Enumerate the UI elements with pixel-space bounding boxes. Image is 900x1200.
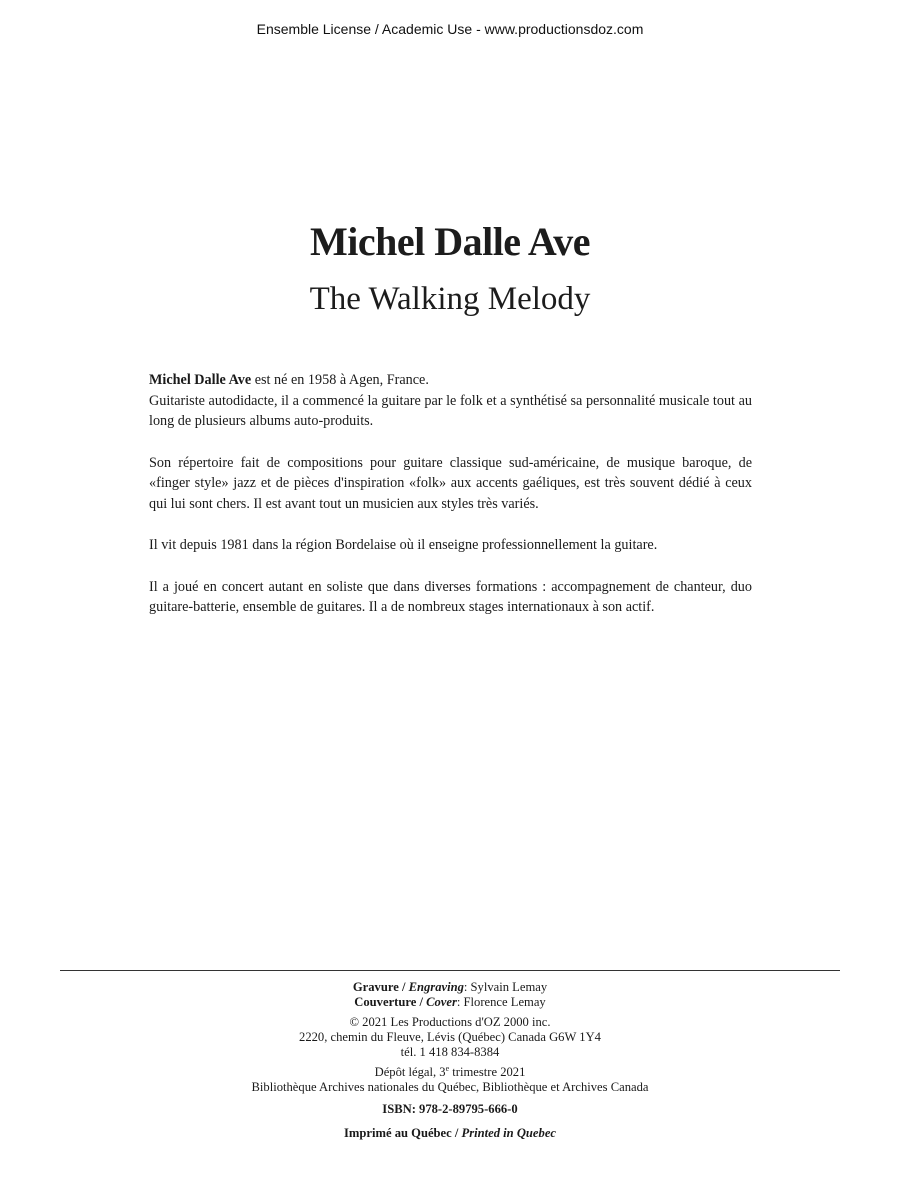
bio-paragraph-2: Son répertoire fait de compositions pour guitare classique sud-américaine, de musique baroque, de «finger style» jazz et de pièces d'inspiration «folk» aux accents gaéliques, est très souvent dédié à ceux qui lui sont chers. Il est avant tout un musicien aux styles très variés.: [149, 454, 752, 512]
engraving-value: : Sylvain Lemay: [463, 980, 548, 994]
libraries: Bibliothèque Archives nationales du Québec, Bibliothèque et Archives Canada: [251, 1080, 649, 1094]
cover-label-en: Cover: [426, 995, 457, 1009]
biography: [149, 370, 752, 639]
bio-paragraph-4: Il a joué en concert autant en soliste que dans diverses formations : accompagnement de chanteur, duo guitare-batterie, ensemble de guitares. Il a de nombreux stages internationaux à son actif.: [149, 578, 752, 615]
engraving-credit: [0, 980, 900, 995]
cover-value: : Florence Lemay: [456, 995, 546, 1009]
printed-fr: Imprimé au Québec /: [344, 1126, 462, 1140]
bio-intro: Guitariste autodidacte, il a commencé la guitare par le folk et a synthétisé sa personnalité musicale tout au long de plusieurs albums auto-produits.: [149, 392, 752, 429]
printed-en: Printed in Quebec: [461, 1126, 556, 1140]
depot-sup: e: [445, 1063, 450, 1073]
engraving-label-fr: Gravure /: [352, 980, 409, 994]
credits-block: [0, 980, 900, 1141]
publisher-phone: tél. 1 418 834-8384: [400, 1045, 500, 1059]
depot-suffix: trimestre 2021: [449, 1065, 526, 1079]
printed-in: [0, 1126, 900, 1141]
isbn: ISBN: 978-2-89795-666-0: [382, 1102, 518, 1116]
engraving-label-en: Engraving: [408, 980, 464, 994]
bio-first-line: [149, 370, 752, 391]
copyright: © 2021 Les Productions d'OZ 2000 inc.: [349, 1015, 551, 1029]
cover-credit: [0, 995, 900, 1010]
divider: [60, 970, 840, 971]
publisher-address: 2220, chemin du Fleuve, Lévis (Québec) Canada G6W 1Y4: [299, 1030, 601, 1044]
depot-prefix: Dépôt légal, 3: [374, 1065, 446, 1079]
work-title: The Walking Melody: [309, 281, 591, 317]
bio-paragraph-3: Il vit depuis 1981 dans la région Bordelaise où il enseigne professionnellement la guitare.: [149, 537, 658, 553]
legal-deposit: [0, 1065, 900, 1095]
license-header: Ensemble License / Academic Use - www.productionsdoz.com: [256, 21, 644, 37]
bio-paragraph-1: [149, 370, 752, 432]
credits-roles: [0, 980, 900, 1010]
bio-name: Michel Dalle Ave: [149, 372, 252, 388]
bio-birth: est né en 1958 à Agen, France.: [251, 372, 429, 388]
publisher-info: [0, 1015, 900, 1060]
cover-label-fr: Couverture /: [354, 995, 427, 1009]
depot-legal: [0, 1065, 900, 1080]
composer-name: Michel Dalle Ave: [309, 219, 591, 264]
